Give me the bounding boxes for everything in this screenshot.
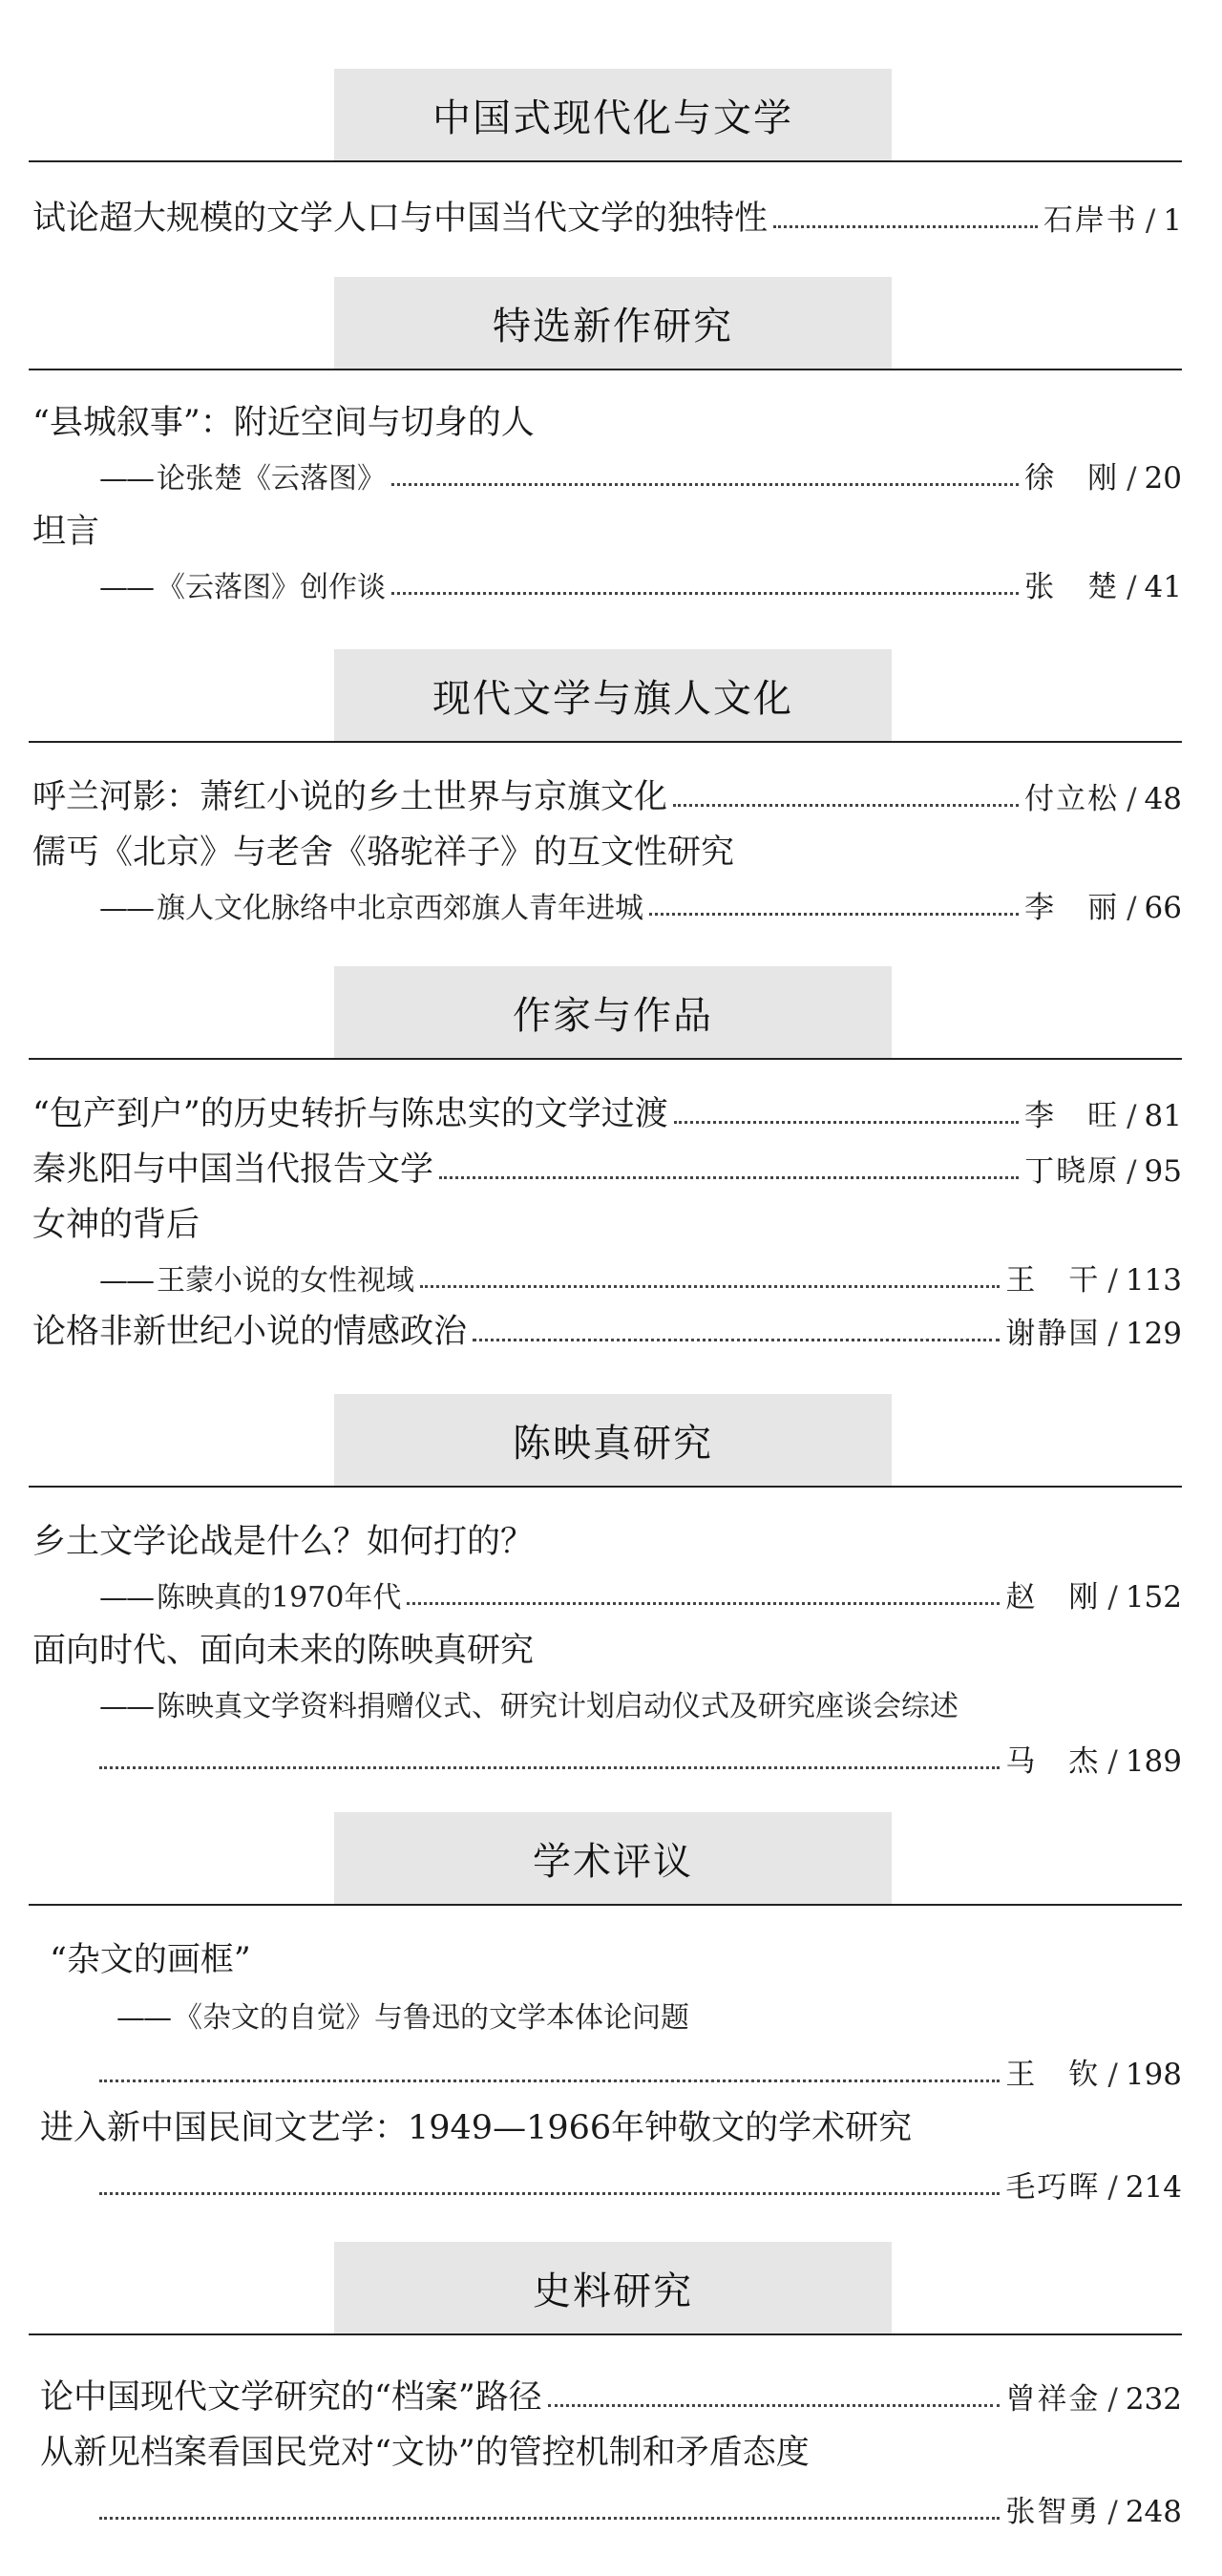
entry-title: “杂文的画框” bbox=[50, 1940, 251, 1979]
toc-entry-subline[interactable] bbox=[32, 1243, 1182, 1297]
dot-leader bbox=[548, 2404, 1001, 2407]
section-heading: 作家与作品 bbox=[334, 966, 892, 1058]
separator: / bbox=[1107, 2169, 1118, 2205]
toc-entry-subline[interactable] bbox=[32, 1669, 1182, 1722]
section-heading: 史料研究 bbox=[334, 2242, 892, 2333]
entry-title: 论中国现代文学研究的“档案”路径 bbox=[40, 2377, 542, 2417]
section-divider bbox=[29, 160, 1182, 162]
toc-entry[interactable] bbox=[32, 1134, 1182, 1188]
entry-subtitle: —— 陈映真文学资料捐赠仪式、研究计划启动仪式及研究座谈会综述 bbox=[99, 1691, 959, 1722]
entry-page: 214 bbox=[1125, 2169, 1182, 2205]
entry-author: 张智勇 bbox=[1005, 2494, 1101, 2529]
entry-author: 王 钦 bbox=[1005, 2057, 1101, 2092]
separator: / bbox=[1127, 1098, 1137, 1133]
section-divider bbox=[29, 1058, 1182, 1060]
entry-title: 秦兆阳与中国当代报告文学 bbox=[32, 1150, 434, 1189]
separator: / bbox=[1127, 781, 1137, 816]
entry-title: 论格非新世纪小说的情感政治 bbox=[32, 1312, 468, 1351]
entry-author: 张 楚 bbox=[1024, 569, 1120, 604]
entry-subtitle: —— 《杂文的自觉》与鲁迅的文学本体论问题 bbox=[116, 2002, 689, 2034]
toc-entry-subline[interactable] bbox=[32, 2038, 1182, 2091]
toc-entry[interactable] bbox=[32, 1190, 1182, 1243]
toc-entry-subline[interactable] bbox=[32, 550, 1182, 603]
dot-leader bbox=[99, 2517, 1000, 2520]
separator: / bbox=[1127, 569, 1137, 604]
separator: / bbox=[1145, 202, 1156, 238]
toc-entry[interactable] bbox=[32, 2418, 1182, 2471]
entry-subtitle: —— 陈映真的1970年代 bbox=[99, 1582, 401, 1614]
toc-entry-subline[interactable] bbox=[32, 1560, 1182, 1614]
entry-author: 徐 刚 bbox=[1024, 460, 1120, 496]
entry-page: 232 bbox=[1125, 2381, 1182, 2417]
entry-author: 石岸书 bbox=[1043, 202, 1138, 238]
entry-page: 198 bbox=[1125, 2057, 1182, 2092]
dot-leader bbox=[99, 1766, 1000, 1769]
entry-subtitle: —— 《云落图》创作谈 bbox=[99, 572, 386, 603]
toc-entry[interactable] bbox=[32, 388, 1182, 441]
toc-entry[interactable] bbox=[32, 496, 1182, 550]
entry-author: 王 干 bbox=[1005, 1262, 1101, 1298]
entry-title: 乡土文学论战是什么？如何打的？ bbox=[32, 1522, 535, 1561]
entry-author: 赵 刚 bbox=[1005, 1579, 1101, 1615]
entry-author: 毛巧晖 bbox=[1005, 2169, 1101, 2205]
entry-page: 1 bbox=[1163, 202, 1182, 238]
entry-author: 丁晓原 bbox=[1024, 1153, 1120, 1189]
entry-page: 81 bbox=[1144, 1098, 1182, 1133]
separator: / bbox=[1127, 1153, 1137, 1189]
separator: / bbox=[1107, 2057, 1118, 2092]
section-heading: 陈映真研究 bbox=[334, 1394, 892, 1486]
entry-title: 坦言 bbox=[32, 512, 100, 551]
section-heading: 学术评议 bbox=[334, 1812, 892, 1904]
toc-entry[interactable] bbox=[32, 762, 1182, 815]
toc-entry[interactable] bbox=[32, 1079, 1182, 1132]
entry-subtitle: —— 王蒙小说的女性视域 bbox=[99, 1265, 414, 1297]
entry-title: 面向时代、面向未来的陈映真研究 bbox=[32, 1631, 535, 1670]
entry-title: “包产到户”的历史转折与陈忠实的文学过渡 bbox=[32, 1094, 668, 1133]
separator: / bbox=[1107, 2494, 1118, 2529]
toc-entry[interactable] bbox=[32, 1297, 1182, 1350]
entry-page: 152 bbox=[1125, 1579, 1182, 1615]
dot-leader bbox=[99, 2080, 1000, 2082]
separator: / bbox=[1107, 1262, 1118, 1298]
entry-page: 20 bbox=[1144, 460, 1182, 496]
entry-subtitle: —— 旗人文化脉络中北京西郊旗人青年进城 bbox=[99, 893, 643, 924]
dot-leader bbox=[420, 1285, 1000, 1288]
entry-page: 113 bbox=[1125, 1262, 1182, 1298]
dot-leader bbox=[99, 2192, 1000, 2195]
dot-leader bbox=[391, 483, 1019, 486]
separator: / bbox=[1107, 1743, 1118, 1779]
entry-title: 从新见档案看国民党对“文协”的管控机制和矛盾态度 bbox=[40, 2433, 810, 2472]
toc-entry-subline[interactable] bbox=[32, 1980, 1182, 2034]
separator: / bbox=[1107, 2381, 1118, 2417]
entry-author: 马 杰 bbox=[1005, 1743, 1101, 1779]
separator: / bbox=[1127, 890, 1137, 925]
entry-page: 248 bbox=[1125, 2494, 1182, 2529]
entry-subtitle: —— 论张楚《云落图》 bbox=[99, 463, 386, 495]
entry-page: 66 bbox=[1144, 890, 1182, 925]
separator: / bbox=[1107, 1316, 1118, 1351]
section-divider bbox=[29, 1904, 1182, 1906]
dot-leader bbox=[391, 592, 1019, 595]
entry-page: 48 bbox=[1144, 781, 1182, 816]
dot-leader bbox=[407, 1602, 1000, 1605]
toc-entry-subline[interactable] bbox=[32, 871, 1182, 924]
toc-entry[interactable] bbox=[32, 817, 1182, 871]
entry-page: 129 bbox=[1125, 1316, 1182, 1351]
entry-title: “县城叙事”：附近空间与切身的人 bbox=[32, 403, 535, 442]
entry-page: 95 bbox=[1144, 1153, 1182, 1189]
toc-entry[interactable] bbox=[32, 1925, 1182, 1978]
dot-leader bbox=[649, 913, 1019, 916]
entry-author: 曾祥金 bbox=[1005, 2381, 1101, 2417]
dot-leader bbox=[673, 804, 1019, 807]
entry-title: 女神的背后 bbox=[32, 1205, 200, 1244]
section-heading: 中国式现代化与文学 bbox=[334, 69, 892, 160]
entry-author: 谢静国 bbox=[1005, 1316, 1101, 1351]
entry-page: 41 bbox=[1144, 569, 1182, 604]
entry-title: 试论超大规模的文学人口与中国当代文学的独特性 bbox=[32, 199, 769, 238]
separator: / bbox=[1107, 1579, 1118, 1615]
dot-leader bbox=[674, 1121, 1019, 1124]
toc-entry-subline[interactable] bbox=[32, 2150, 1182, 2204]
toc-entry-subline[interactable] bbox=[32, 1724, 1182, 1778]
dot-leader bbox=[773, 225, 1038, 228]
toc-entry[interactable] bbox=[32, 2362, 1182, 2416]
section-divider bbox=[29, 2333, 1182, 2335]
toc-entry-subline[interactable] bbox=[32, 441, 1182, 495]
entry-page: 189 bbox=[1125, 1743, 1182, 1779]
toc-entry[interactable] bbox=[32, 2093, 1182, 2146]
section-heading: 现代文学与旗人文化 bbox=[334, 649, 892, 741]
entry-title: 进入新中国民间文艺学：1949—1966年钟敬文的学术研究 bbox=[40, 2108, 913, 2147]
toc-entry[interactable] bbox=[32, 1615, 1182, 1669]
section-divider bbox=[29, 369, 1182, 370]
toc-entry[interactable] bbox=[32, 183, 1182, 237]
entry-author: 李 旺 bbox=[1024, 1098, 1120, 1133]
toc-entry[interactable] bbox=[32, 1507, 1182, 1560]
dot-leader bbox=[439, 1176, 1019, 1179]
entry-author: 李 丽 bbox=[1024, 890, 1120, 925]
entry-author: 付立松 bbox=[1024, 781, 1120, 816]
dot-leader bbox=[473, 1339, 1000, 1341]
section-divider bbox=[29, 1486, 1182, 1488]
toc-entry-subline[interactable] bbox=[32, 2475, 1182, 2528]
section-heading: 特选新作研究 bbox=[334, 277, 892, 369]
section-divider bbox=[29, 741, 1182, 743]
entry-title: 儒丐《北京》与老舍《骆驼祥子》的互文性研究 bbox=[32, 833, 735, 872]
entry-title: 呼兰河影：萧红小说的乡土世界与京旗文化 bbox=[32, 777, 668, 816]
separator: / bbox=[1127, 460, 1137, 496]
